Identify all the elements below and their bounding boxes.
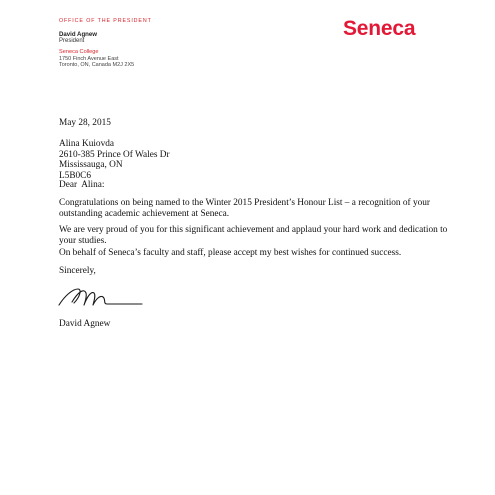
address-line-2: Toronto, ON, Canada M2J 2X5 [59,62,135,69]
letterhead [59,18,152,69]
paragraph-proud: We are very proud of you for this significant achievement and applaud your hard work and dedication to your studies. [59,225,448,246]
letter-date: May 28, 2015 [59,118,111,128]
recipient-city: Mississauga, ON [59,160,123,170]
recipient-address [59,139,449,181]
recipient-name: Alina Kuiovda [59,139,114,149]
sender-name: David Agnew [59,31,98,38]
salutation: Dear Alina: [59,180,105,190]
recipient-street: 2610-385 Prince Of Wales Dr [59,149,170,160]
office-label: OFFICE OF THE PRESIDENT [59,18,152,24]
seneca-logo: Seneca [343,17,416,40]
college-name: Seneca College [59,48,99,55]
closing: Sincerely, [59,266,96,276]
recipient-postal: L5B0C6 [59,170,92,181]
address-line-1: 1750 Finch Avenue East [59,55,119,62]
paragraph-congratulations: Congratulations on being named to the Winter 2015 President’s Honour List – a recognition of your outstanding academic achievement at Seneca. [59,198,431,219]
signer-name: David Agnew [59,319,111,329]
sender-title: President [59,38,85,44]
handwritten-signature [56,283,146,313]
paragraph-wishes: On behalf of Seneca’s faculty and staff, please accept my best wishes for continued success. [59,248,402,258]
